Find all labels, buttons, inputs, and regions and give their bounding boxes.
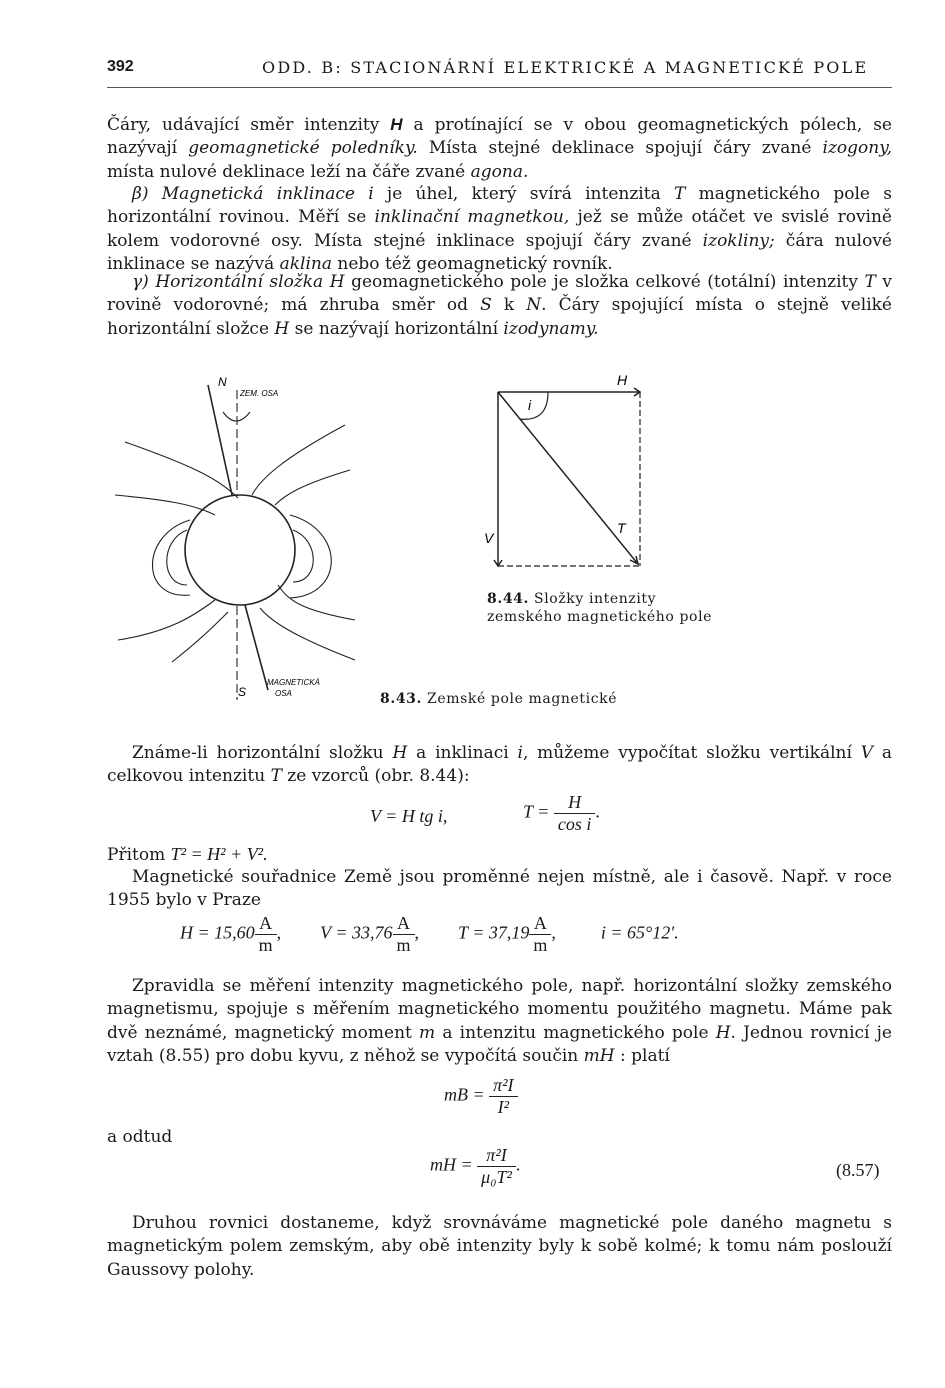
figure-field-components: [470, 370, 660, 585]
running-title: ODD. B: STACIONÁRNÍ ELEKTRICKÉ A MAGNETICKÉ POLE: [262, 58, 869, 77]
header-rule: [107, 87, 892, 88]
label-i: i: [528, 397, 532, 413]
line-hence: a odtud: [107, 1127, 173, 1147]
paragraph-horizontal-component: γ) Horizontální složka H geomagnetického pole je složka celkové (totální) intenzity T v rovině vodorovné; má zhruba směr od S k N. Čáry spojující místa o stejně veliké horizontální složce H se nazývají horizontální izodynamy.: [107, 272, 893, 339]
paragraph-prague-values: Magnetické souřadnice Země jsou proměnné nejen místně, ale i časově. Např. v roce 1955 bylo v Praze: [107, 867, 892, 911]
equation-t-cos: T = $\frac{H}{\text{cos i}}$ .: [523, 792, 600, 834]
label-t: T: [617, 520, 626, 536]
equation-v-h-tan: V = H tg i,: [370, 806, 448, 826]
paragraph-meridians: Čáry, udávající směr intenzity H a protínající se v obou geomagnetických pólech, se nazývají geomagnetické poledníky. Místa stejné deklinace spojují čáry zvané izogony, místa nulové deklinace leží na čáře zvané agona.: [107, 115, 892, 182]
equation-mh: mH = $\frac{\text{π²I}}{\text{μ₀T²}}$ .: [430, 1145, 521, 1187]
page-number: 392: [107, 58, 134, 75]
label-south: S: [238, 685, 247, 699]
figure-earth-magnetic-field: [100, 370, 360, 710]
paragraph-measurement: Zpravidla se měření intenzity magnetického pole, např. horizontální složky zemského magnetismu, spojuje s měřením magnetického momentu použitého magnetu. Máme pak dvě neznámé, magnetický moment m a intenzitu magnetického pole H. Jednou rovnicí je vztah (8.55) pro dobu kyvu, z něhož se vypočítá součin mH : platí: [107, 976, 892, 1066]
equation-mb: mB = $\frac{\text{π²I}}{\text{I²}}$: [444, 1075, 518, 1118]
equation-number-8-57: (8.57): [836, 1160, 880, 1180]
equation-prague-values: H = 15,60 $\frac{A}{m}$ , V = 33,76 $\frac{A}{m}$ , T = 37,19 $\frac{A}{m}$ , i = 65°12′.: [180, 913, 679, 955]
paragraph-inclination: β) Magnetická inklinace i je úhel, který svírá intenzita T magnetického pole s horizontální rovinou. Měří se inklinační magnetkou, jež se může otáčet ve svislé rovině kolem vodorovné osy. Místa stejné inklinace spojují čáry zvané izokliny; čára nulové inklinace se nazývá aklina nebo též geomagnetický rovník.: [107, 184, 892, 274]
label-magnetic-axis-2: OSA: [275, 689, 292, 698]
label-h: H: [617, 372, 628, 388]
paragraph-formulas-intro: Známe-li horizontální složku H a inklinaci i, můžeme vypočítat složku vertikální V a celkovou intenzitu T ze vzorců (obr. 8.44):: [107, 743, 892, 787]
label-v: V: [484, 530, 494, 546]
paragraph-second-equation: Druhou rovnici dostaneme, když srovnáváme magnetické pole daného magnetu s magnetickým polem zemským, aby obě intenzity byly k sobě kolmé; k tomu nám poslouží Gaussovy polohy.: [107, 1213, 892, 1280]
label-geographic-axis: ZEM. OSA: [240, 389, 279, 398]
label-north: N: [218, 375, 227, 389]
line-pythagoras: Přitom T² = H² + V².: [107, 844, 268, 865]
label-magnetic-axis-1: MAGNETICKÁ: [267, 678, 320, 687]
caption-fig-8-44: 8.44. Složky intenzity zemského magnetického pole: [487, 591, 713, 625]
caption-fig-8-43: 8.43. Zemské pole magnetické: [380, 691, 618, 707]
